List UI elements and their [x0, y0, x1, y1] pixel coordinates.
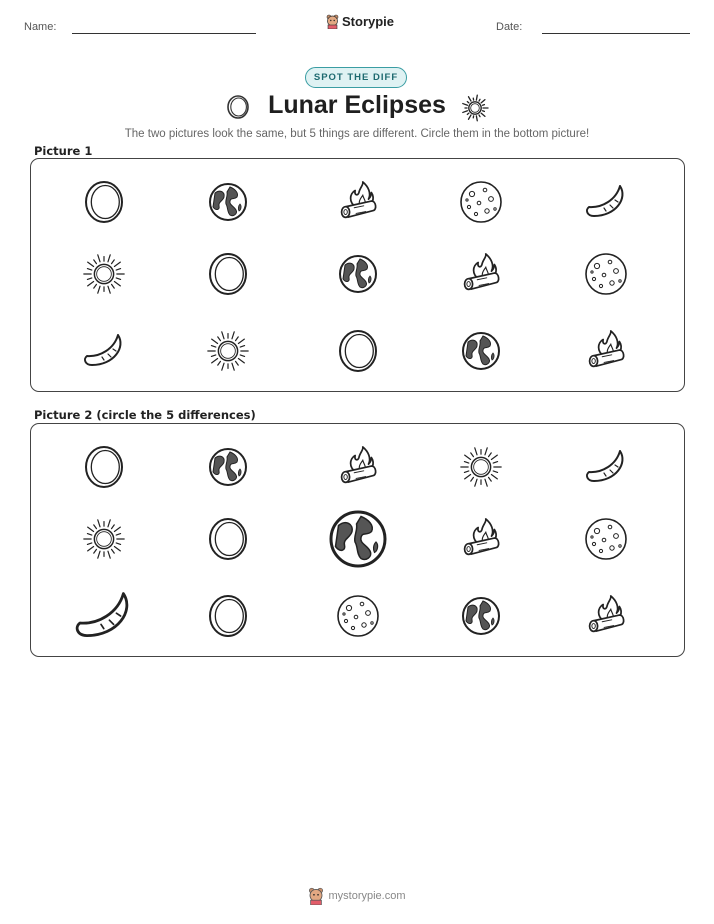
sun-icon — [461, 94, 489, 127]
date-line[interactable] — [542, 33, 690, 34]
crescent-icon — [82, 331, 126, 376]
sun-icon — [82, 252, 126, 301]
moon-icon[interactable] — [584, 517, 628, 566]
date-label: Date: — [496, 21, 523, 33]
name-line[interactable] — [72, 33, 256, 34]
campfire-icon — [460, 252, 502, 301]
moon-icon — [459, 180, 503, 229]
ring-icon — [208, 252, 248, 301]
name-label: Name: — [24, 21, 57, 33]
bear-mascot-icon — [308, 887, 324, 905]
spot-the-diff-badge: SPOT THE DIFF — [305, 67, 407, 88]
campfire-icon — [337, 180, 379, 229]
earth-icon — [338, 254, 378, 299]
picture-2-panel[interactable] — [30, 423, 685, 657]
footer — [0, 887, 714, 905]
ring-icon — [338, 329, 378, 378]
campfire-icon[interactable] — [460, 517, 502, 566]
earth-icon[interactable] — [328, 509, 388, 574]
instructions: The two pictures look the same, but 5 things are different. Circle them in the bottom picture! — [124, 128, 590, 140]
ring-icon[interactable] — [208, 517, 248, 566]
brand-name: Storypie — [342, 14, 395, 29]
crescent-icon[interactable] — [73, 588, 135, 649]
ring-icon[interactable] — [84, 445, 124, 494]
sun-icon[interactable] — [459, 445, 503, 494]
earth-icon — [461, 331, 501, 376]
crescent-icon — [584, 182, 628, 227]
earth-icon[interactable] — [208, 447, 248, 492]
bear-mascot-icon — [326, 14, 339, 29]
campfire-icon[interactable] — [337, 445, 379, 494]
moon-icon[interactable] — [336, 594, 380, 643]
picture-1-panel — [30, 158, 685, 392]
ring-icon — [84, 180, 124, 229]
earth-icon — [208, 182, 248, 227]
footer-url: mystorypie.com — [328, 890, 406, 902]
brand-logo — [326, 14, 394, 29]
sun-icon[interactable] — [82, 517, 126, 566]
ring-icon[interactable] — [208, 594, 248, 643]
earth-icon[interactable] — [461, 596, 501, 641]
campfire-icon — [585, 329, 627, 378]
sun-icon — [206, 329, 250, 378]
moon-icon — [584, 252, 628, 301]
campfire-icon[interactable] — [585, 594, 627, 643]
page-title: Lunar Eclipses — [268, 91, 446, 119]
crescent-icon[interactable] — [584, 447, 628, 492]
picture-2-label: Picture 2 (circle the 5 differences) — [34, 408, 256, 422]
picture-1-label: Picture 1 — [34, 144, 93, 158]
